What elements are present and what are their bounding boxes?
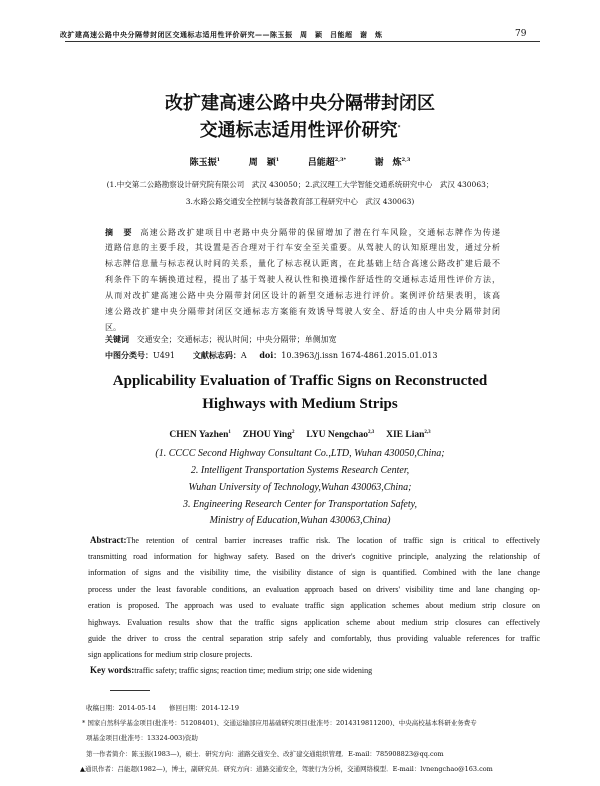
abstract-cn-line: 速公路改扩建中央分隔带封闭区交通标志方案能有效诱导驾驶人安全、舒适的由人中央分隔带封闭	[105, 307, 500, 316]
affiliation-en-2: 2. Intelligent Transportation Systems Research Center,	[190, 465, 410, 476]
authors-cn	[0, 155, 600, 168]
abstract-cn-line: 从而对改扩建高速公路中央分隔带封闭区设计的新型交通标志进行评价。案例评价结果表明，该高	[105, 291, 500, 300]
author-cn: 吕能超$^{2,3*}$	[307, 157, 347, 168]
keywords-cn: 关键词 交通安全；交通标志；视认时间；中央分隔带；单侧加宽	[105, 334, 337, 344]
author-cn: 陈玉振$^1$	[189, 157, 221, 168]
abstract-cn-line: 利条件下的车辆换道过程，提出了基于驾驶人视认性和换道操作舒适性的交通标志适用性评价方法，	[105, 275, 500, 284]
affiliation-en-3: Wuhan University of Technology,Wuhan 430063,China;	[188, 482, 412, 493]
abstract-cn-line: 标志牌信息量与标志视认时间的关系，量化了标志视认距离，在此基础上结合高速公路改扩建后最不	[105, 259, 500, 268]
abstract-en-line: Abstract:The retention of central barrier increases traffic risk. The location of traffic sign is critical to effectively	[90, 535, 540, 545]
authors-en	[0, 430, 600, 440]
affiliation-cn-2: 3.水路公路交通安全控制与装备教育部工程研究中心 武汉 430063)	[185, 197, 415, 206]
author-en: LYU Nengchao$^{2,3}$	[306, 430, 375, 441]
keywords-en: Key words:traffic safety; traffic signs; reaction time; medium strip; one side widening	[90, 665, 373, 675]
page-number: 79	[515, 29, 527, 39]
footnote-received: 收稿日期：2014-05-14 修回日期：2014-12-19	[86, 704, 239, 712]
affiliation-en-4: 3. Engineering Research Center for Transportation Safety,	[182, 499, 418, 510]
abstract-en-line: transmitting road information for highway safety. Based on the driver's cognitive principle, analyzing the relationship of	[88, 552, 540, 561]
abstract-cn-line: 摘 要 高速公路改扩建项目中老路中央分隔带的保留增加了潜在行车风险，交通标志牌作为传递	[105, 227, 500, 237]
abstract-cn-line: 区。	[105, 323, 121, 332]
abstract-en-line: eration is proposed. The approach was used to evaluate traffic sign application schemes about medium strip closure on	[88, 601, 540, 610]
author-en: XIE Lian$^{2,3}$	[386, 430, 431, 441]
abstract-en-label: Abstract:	[90, 535, 127, 545]
abstract-cn-label: 摘 要	[105, 227, 133, 237]
footnote-first-author: 第一作者简介：陈玉振(1983—)，硕士．研究方向：道路交通安全、改扩建交通组织管理．E-mail：785908823@qq.com	[86, 750, 444, 758]
footnote-fund-1: * 国家自然科学基金项目(批准号：51208401)、交通运输部应用基础研究项目(批准号：2014319811200)、中央高校基本科研业务费专	[82, 719, 477, 727]
abstract-en-line: information of signs and the visibility time, the visibility distance of sign is quantified. Combined with the lane change	[88, 568, 540, 577]
abstract-en-line: process under the least favorable conditions, an evaluation approach based on drivers' visibility time and lane changing op-	[88, 585, 540, 594]
footnote-rule	[110, 690, 150, 691]
title-en-line-1: Applicability Evaluation of Traffic Signs on Reconstructed	[112, 373, 488, 389]
footnote-corresponding-author: ▲通讯作者：吕能超(1982—)，博士，副研究员．研究方向：道路交通安全，驾驶行为分析，交通网络模型．E-mail：lvnengchao@163.com	[80, 765, 493, 773]
footnote-fund-2: 项基金项目(批准号：13324-003)资助	[86, 734, 198, 742]
author-cn: 谢 炼$^{2,3}$	[374, 157, 411, 168]
abstract-en-line: guide the driver to cross the central separation strip safely and comfortably, thus providing valuable references for traffic	[88, 634, 540, 643]
affiliation-en-5: Ministry of Education,Wuhan 430063,China)	[209, 515, 391, 526]
author-cn: 周 颖$^1$	[248, 157, 280, 168]
abstract-en-line: sign applications for medium strip closure projects.	[88, 650, 253, 659]
author-en: CHEN Yazhen$^1$	[169, 430, 231, 441]
title-en-line-2: Highways with Medium Strips	[202, 396, 398, 412]
classification-line: 中图分类号：U491 文献标志码：A doi：10.3963/j.issn 1674-4861.2015.01.013	[105, 350, 438, 360]
header-rule	[65, 41, 540, 42]
title-cn-line-2	[0, 116, 600, 142]
title-footnote-mark: *	[397, 125, 401, 131]
affiliation-cn-1: (1.中交第二公路勘察设计研究院有限公司 武汉 430050；2.武汉理工大学智能交通系统研究中心 武汉 430063；	[106, 180, 494, 189]
author-en: ZHOU Ying$^2$	[242, 430, 295, 441]
affiliation-en-1: (1. CCCC Second Highway Consultant Co.,LTD, Wuhan 430050,China;	[155, 448, 445, 459]
title-cn-line-1: 改扩建高速公路中央分隔带封闭区	[165, 93, 435, 114]
running-header: 改扩建高速公路中央分隔带封闭区交通标志适用性评价研究——陈玉振 周 颖 吕能超 谢 炼	[60, 30, 383, 39]
title-cn-text: 交通标志适用性评价研究	[199, 120, 398, 141]
abstract-cn-line: 道路信息的主要手段，其设置是否合理对于行车安全至关重要。从驾驶人的认知原理出发，通过分析	[105, 243, 500, 252]
abstract-en-line: highways. Evaluation results show that the traffic signs application scheme about medium strip closures can effectively	[88, 618, 540, 627]
